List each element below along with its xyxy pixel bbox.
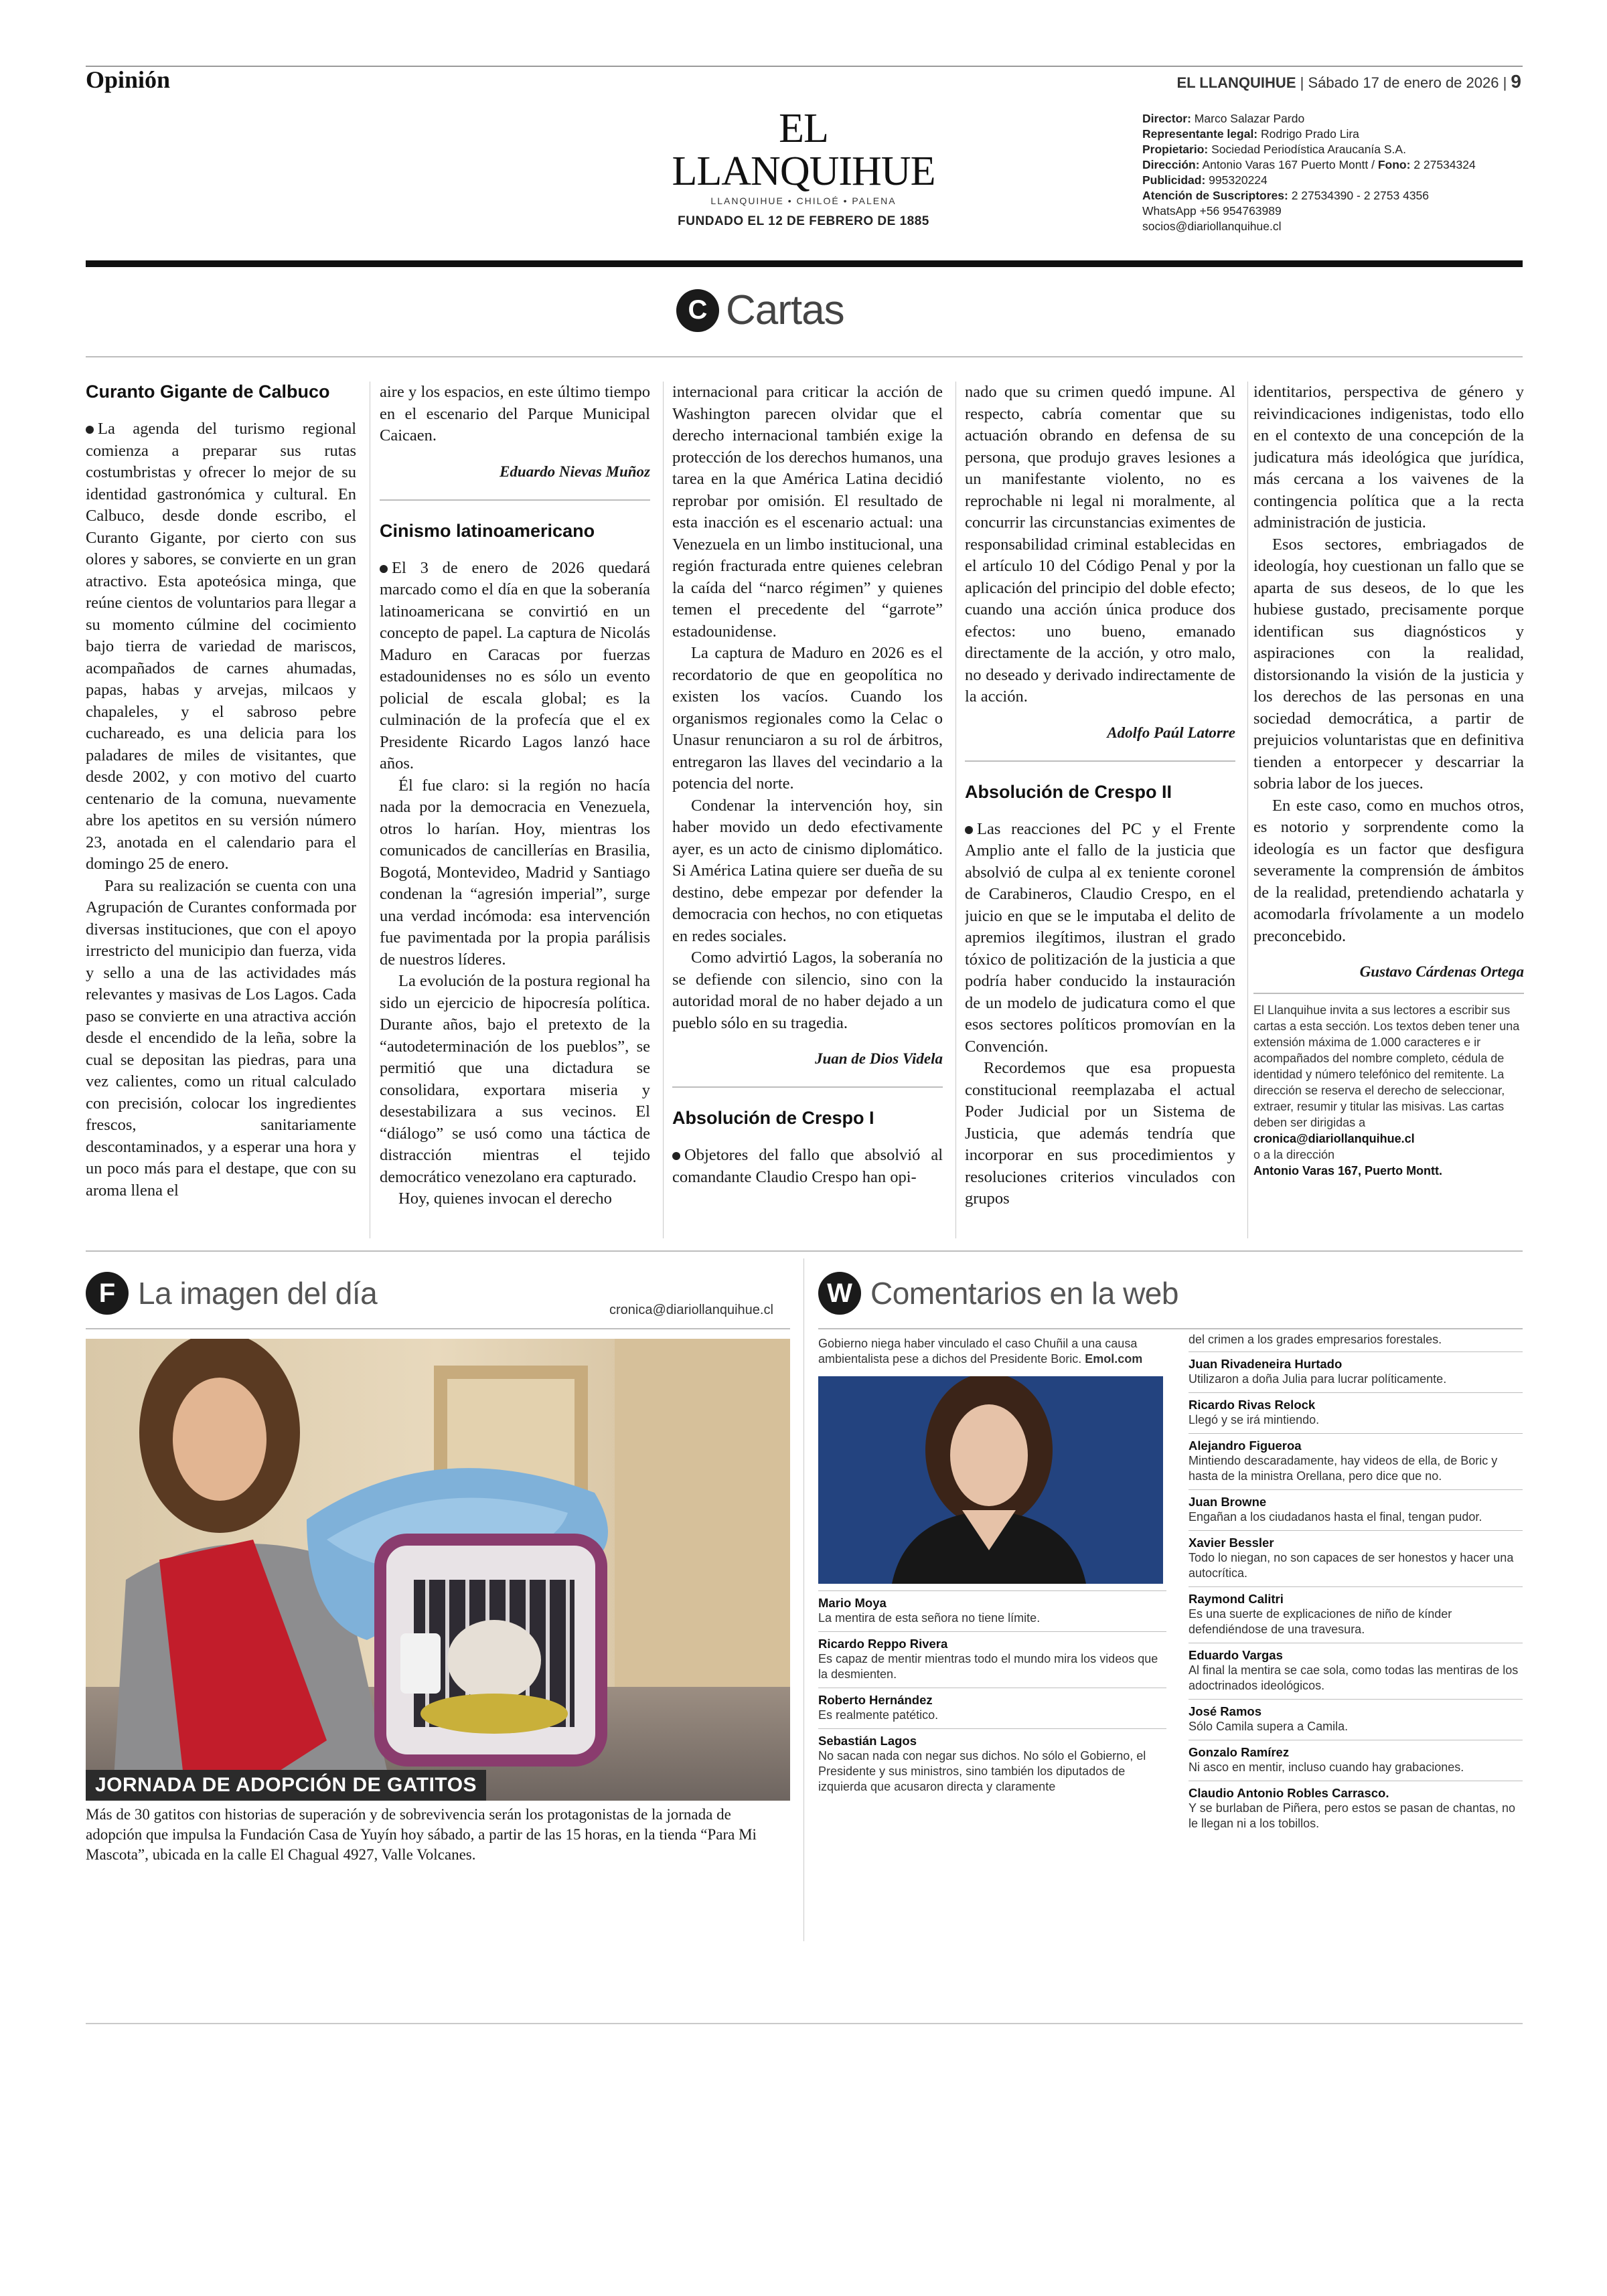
comment-item: [818, 1631, 1166, 1688]
imagen-rule: [86, 1328, 790, 1329]
photo-caption-tag: JORNADA DE ADOPCIÓN DE GATITOS: [86, 1770, 486, 1801]
letter-title-cinismo: Cinismo latinoamericano: [380, 520, 595, 541]
masthead-name: EL LLANQUIHUE: [672, 106, 935, 194]
comment-author: Claudio Antonio Robles Carrasco.: [1189, 1786, 1389, 1800]
staff-advertising: Publicidad: 995320224: [1142, 173, 1268, 187]
letter-separator: [380, 499, 650, 501]
comment-item: [1189, 1433, 1523, 1489]
comentarios-heading: [818, 1272, 1178, 1315]
letter-separator: [965, 760, 1235, 762]
letters-column-3: [672, 382, 943, 1252]
letter-paragraph: Como advirtió Lagos, la soberanía no se defiende con silencio, sino con la autoridad moral de no haber dejado a un pueblo sólo en su tragedia.: [672, 949, 943, 1032]
comment-item: [1189, 1392, 1523, 1433]
column-divider: [1247, 382, 1248, 1238]
letter-paragraph: identitarios, perspectiva de género y reivindicaciones indigenistas, todo ello en el contexto de una concepción de la judicatura más ideológica que jurídica, más cercana a los vaivenes de la contingencia política que a la recta administración de justicia.: [1253, 383, 1524, 531]
letter-paragraph: Para su realización se cuenta con una Agrupación de Curantes conformada por diversas instituciones, que con el apoyo irrestricto del municipio dan fuerza, vida y sello a una de las actividades más relevantes y masivas de Los Lagos. Cada paso se convierte en una atractiva acción desde el encendido de la leña, sobre la cual se depositan las piedras, para una vez calientes, como un ritual calculado con precisión, colocar los ingredientes frescos, sanitariamente descontaminados, y a esperar una hora y un poco más para el destape, que con su aroma llena el: [86, 876, 356, 1200]
comment-text: Todo lo niegan, no son capaces de ser honestos y hacer una autocrítica.: [1189, 1551, 1514, 1580]
masthead-regions: LLANQUIHUE • CHILOÉ • PALENA: [710, 195, 897, 206]
comment-text: Es realmente patético.: [818, 1708, 939, 1722]
cartas-heading: [676, 286, 844, 334]
letter-paragraph: Objetores del fallo que absolvió al comandante Claudio Crespo han opi-: [672, 1146, 943, 1186]
column-divider: [955, 382, 956, 1238]
staff-owner: Propietario: Sociedad Periodística Araucanía S.A.: [1142, 143, 1406, 156]
cartas-badge-icon: C: [676, 289, 719, 332]
comment-author: Raymond Calitri: [1189, 1592, 1284, 1606]
comment-item: [1189, 1586, 1523, 1643]
letters-column-5: [1253, 382, 1524, 1252]
comment-author: Roberto Hernández: [818, 1693, 933, 1707]
top-rule: [86, 66, 1523, 67]
comment-item: [1189, 1351, 1523, 1392]
page-number: 9: [1511, 71, 1521, 92]
comment-author: Gonzalo Ramírez: [1189, 1745, 1290, 1759]
letter-title-crespo-1: Absolución de Crespo I: [672, 1108, 874, 1128]
staff-subscribers: Atención de Suscriptores: 2 27534390 - 2 2753 4356: [1142, 189, 1430, 202]
comment-item: [818, 1728, 1166, 1800]
staff-legal-rep: Representante legal: Rodrigo Prado Lira: [1142, 127, 1359, 141]
comment-author: Ricardo Rivas Relock: [1189, 1398, 1316, 1412]
imagen-del-dia-heading: [86, 1272, 377, 1315]
comment-text: Ni asco en mentir, incluso cuando hay grabaciones.: [1189, 1760, 1464, 1774]
letter-title-crespo-2: Absolución de Crespo II: [965, 781, 1172, 802]
speaker-photo: [818, 1376, 1163, 1584]
staff-email[interactable]: socios@diariollanquihue.cl: [1142, 220, 1282, 233]
comment-text: Sólo Camila supera a Camila.: [1189, 1720, 1349, 1733]
comment-text: Es capaz de mentir mientras todo el mundo mira los videos que la desmienten.: [818, 1652, 1158, 1681]
comment-text: Al final la mentira se cae sola, como todas las mentiras de los adoctrinados ideológicos.: [1189, 1663, 1519, 1692]
speaker-photo-illustration: [818, 1376, 1163, 1584]
section-label: Opinión: [86, 66, 171, 93]
letter-paragraph: Esos sectores, embriagados de ideología, hoy cuestionan un fallo que se aparta de sus deseos, de lo que les hubiese gustado, precisamente porque identifican sus diagnósticos y aspiraciones con la realidad, distorsionando la visión de la justicia y los derechos de las personas en una sociedad democrática, a partir de prejuicios voluntaristas que en definitiva tienden a entorpecer y descarriar la sobria labor de los jueces.: [1253, 535, 1524, 793]
adoption-photo: [86, 1339, 790, 1801]
imagen-del-dia-title: La imagen del día: [138, 1276, 378, 1311]
letter-paragraph: El 3 de enero de 2026 quedará marcado como el día en que la soberanía latinoamericana se convirtió en un concepto de papel. La captura de Nicolás Maduro en Caracas por fuerzas estadounidenses no es sólo un evento policial de escala global; es la culminación de la profecía que el ex Presidente Ricardo Lagos lanzó hace años.: [380, 558, 650, 772]
letter-paragraph: internacional para criticar la acción de Washington parecen olvidar que el derecho internacional también exige la protección de los derechos humanos, una tarea en la que América Latina decidió reprobar por omisión. El resultado de esta inacción es el escenario actual: una Venezuela en un limbo institucional, una región fracturada entre quienes celebran la caída del “narco régimen” y quienes temen el precedente del “garrote” estadounidense.: [672, 383, 943, 641]
comment-text: Mintiendo descaradamente, hay videos de ella, de Boric y hasta de la ministra Orellana, pero dice que no.: [1189, 1454, 1498, 1483]
letter-paragraph: En este caso, como en muchos otros, es notorio y sorprendente como la ideología es un factor que desfigura severamente la comprensión de ámbitos de la realidad, pretendiendo achatarla y acomodarla frívolamente a un modelo preconcebido.: [1253, 796, 1524, 945]
comment-text: La mentira de esta señora no tiene límite.: [818, 1611, 1041, 1625]
comment-author: Alejandro Figueroa: [1189, 1439, 1302, 1453]
comment-item: [1189, 1740, 1523, 1781]
comment-author: Mario Moya: [818, 1596, 887, 1610]
imagen-email[interactable]: cronica@diariollanquihue.cl: [609, 1303, 773, 1317]
comentarios-right-column: [1189, 1332, 1523, 1837]
comment-author: Juan Browne: [1189, 1495, 1267, 1509]
comment-item: [1189, 1530, 1523, 1586]
comment-item: [1189, 1643, 1523, 1699]
comment-text: No sacan nada con negar sus dichos. No sólo el Gobierno, el Presidente y sus ministros, sino también los diputados de izquierda que acusaron directa y claramente: [818, 1749, 1146, 1793]
web-badge-icon: W: [818, 1272, 861, 1315]
comentarios-title: Comentarios en la web: [870, 1276, 1178, 1311]
masthead: [656, 107, 951, 229]
staff-whatsapp: WhatsApp +56 954763989: [1142, 204, 1282, 218]
letter-paragraph: Condenar la intervención hoy, sin haber movido un dedo efectivamente ayer, es un acto de cinismo diplomático. Si América Latina quiere ser dueña de su destino, debe empezar por defender la democracia con hechos, no con etiquetas en redes sociales.: [672, 796, 943, 945]
letters-column-2: [380, 382, 650, 1252]
letter-signature: Juan de Dios Videla: [814, 1050, 943, 1067]
comment-author: Ricardo Reppo Rivera: [818, 1637, 948, 1651]
folio-paper: EL LLANQUIHUE: [1176, 74, 1296, 91]
comment-item: [818, 1688, 1166, 1728]
comment-author: Xavier Bessler: [1189, 1536, 1274, 1550]
bottom-rule: [86, 2023, 1523, 2024]
letter-separator: [672, 1086, 943, 1088]
letter-paragraph: La captura de Maduro en 2026 es el recordatorio de que en geopolítica no existen los vacíos. Cuando los organismos regionales como la Celac o Unasur renunciaron a su rol de árbitros, entregaron las llaves del vecindario a la potencia del norte.: [672, 644, 943, 793]
column-divider: [663, 382, 664, 1238]
bullet-icon: [86, 426, 94, 434]
letter-signature: Eduardo Nievas Muñoz: [500, 463, 650, 480]
letter-paragraph: Él fue claro: si la región no hacía nada por la democracia en Venezuela, otros lo harían. Hoy, mientras los comunicados de cancillerías en Brasilia, Bogotá, Montevideo, Madrid y Santiago condenan la “agresión imperial”, surge una verdad incómoda: esa intervención fue pavimentada por la propia parálisis de nuestros líderes.: [380, 776, 650, 969]
letter-paragraph: nado que su crimen quedó impune. Al respecto, cabría comentar que su actuación obrando en defensa de su persona, que produjo graves lesiones a un manifestante violento, no es reprochable ni legal ni moralmente, al concurrir las circunstancias eximentes de responsabilidad criminal establecidas en el artículo 10 del Código Penal y por la aplicación del principio del doble efecto; cuando una acción única produce dos efectos: uno bueno, emanado directamente de la acción, y otro malo, no deseado y derivado indirectamente de la acción.: [965, 383, 1235, 706]
comment-text: Engañan a los ciudadanos hasta el final, tengan pudor.: [1189, 1510, 1482, 1524]
bullet-icon: [965, 826, 973, 834]
comment-author: José Ramos: [1189, 1704, 1261, 1718]
comment-author: Sebastián Lagos: [818, 1734, 917, 1748]
letter-paragraph: Hoy, quienes invocan el derecho: [398, 1190, 612, 1208]
letter-paragraph: La agenda del turismo regional comienza a preparar sus rutas costumbristas y ofrecer lo mejor de su identidad gastronómica y cultural. En Calbuco, desde donde escribo, el Curanto Gigante, por cierto con sus olores y sabores, se convierte en un gran atractivo. Esta apoteósica minga, que reúne cientos de voluntarios para llegar a su momento cúlmine del cocimiento bajo tierra de variedad de mariscos, acompañados de carnes ahumadas, papas, habas y arvejas, milcaos y chapaleles, y el sabroso pebre cuchareado, es una delicia para los paladares de miles de visitantes, que desde 2002, y con motivo del cuarto centenario de la comuna, nuevamente abre los apetitos en su versión número 23, anotada en el calendario para el domingo 25 de enero.: [86, 420, 356, 873]
letters-column-1: [86, 382, 356, 1252]
letters-column-4: [965, 382, 1235, 1252]
folio-date: | Sábado 17 de enero de 2026 |: [1296, 74, 1511, 91]
comment-author: Eduardo Vargas: [1189, 1648, 1283, 1662]
header-rule: [86, 260, 1523, 267]
staff-box: [1142, 111, 1490, 234]
staff-director: Director: Marco Salazar Pardo: [1142, 112, 1305, 125]
comentarios-rule: [818, 1328, 1523, 1329]
letter-separator: [1253, 993, 1524, 994]
letter-paragraph: Recordemos que esa propuesta constitucional reemplazaba el actual Poder Judicial por un Sistema de Justicia, que además tendría que incorporar en sus procedimientos y resoluciones criterios vinculados con grupos: [965, 1059, 1235, 1208]
comentarios-left-column: [818, 1336, 1166, 1800]
letter-paragraph: aire y los espacios, en este último tiempo en el escenario del Parque Municipal Caicaen.: [380, 383, 650, 444]
adoption-photo-illustration: [86, 1339, 790, 1801]
cartas-title: Cartas: [726, 287, 844, 333]
comment-text: Y se burlaban de Piñera, pero estos se pasan de chantas, no le llegan ni a los tobillos.: [1189, 1801, 1516, 1830]
letter-signature: Gustavo Cárdenas Ortega: [1359, 963, 1524, 980]
cartas-rule: [86, 356, 1523, 357]
comentarios-lead: Gobierno niega haber vinculado el caso Chuñil a una causa ambientalista pese a dichos del Presidente Boric. Emol.com: [818, 1337, 1143, 1366]
letters-policy-note: El Llanquihue invita a sus lectores a escribir sus cartas a esta sección. Los textos deben tener una extensión máxima de 1.000 caracteres e ir acompañados del nombre completo, cédula de identidad y número telefónico del remitente. La dirección se reserva el derecho de seleccionar, extraer, resumir y titular las misivas. Las cartas deben ser dirigidas a cronica@diariollanquihue.cl o a la dirección Antonio Varas 167, Puerto Montt.: [1253, 1003, 1520, 1177]
staff-address: Dirección: Antonio Varas 167 Puerto Montt / Fono: 2 27534324: [1142, 158, 1476, 171]
section-rule: [86, 1250, 1523, 1252]
letter-title-curanto: Curanto Gigante de Calbuco: [86, 382, 330, 402]
comment-text: Utilizaron a doña Julia para lucrar políticamente.: [1189, 1372, 1447, 1386]
bullet-icon: [672, 1152, 680, 1160]
letter-paragraph: Las reacciones del PC y el Frente Amplio ante el fallo de la justicia que absolvió de culpa al ex teniente coronel de Carabineros, Claudio Crespo, en el juicio en que se le imputaba el delito de apremios ilegítimos, ilustran el grado tóxico de politización de la justicia a que podría haber conducido la instauración de un modelo de judicatura como el que esos sectores políticos promovían en la Convención.: [965, 819, 1235, 1056]
comment-text: Es una suerte de explicaciones de niño de kínder defendiéndose de una travesura.: [1189, 1607, 1452, 1636]
comment-item: [1189, 1781, 1523, 1837]
comment-continued-text: del crimen a los grades empresarios forestales.: [1189, 1333, 1442, 1346]
comment-item: [1189, 1489, 1523, 1530]
imagen-badge-icon: F: [86, 1272, 129, 1315]
letter-paragraph: La evolución de la postura regional ha sido un ejercicio de hipocresía política. Durante años, bajo el pretexto de la “autodeterminación de los pueblos”, se permitió que una dictadura se consolidara, exportara miseria y desestabilizara a sus vecinos. El “diálogo” se usó como una táctica de distracción mientras el tejido democrático venezolano era capturado.: [380, 972, 650, 1186]
letter-signature: Adolfo Paúl Latorre: [1107, 724, 1235, 741]
masthead-founded: FUNDADO EL 12 DE FEBRERO DE 1885: [678, 214, 929, 228]
comment-item: [1189, 1699, 1523, 1740]
comment-author: Juan Rivadeneira Hurtado: [1189, 1357, 1343, 1371]
photo-caption: Más de 30 gatitos con historias de superación y de sobrevivencia serán los protagonistas de la jornada de adopción que impulsa la Fundación Casa de Yuyín hoy sábado, a partir de las 15 horas, en la tienda “Para Mi Mascota”, ubicada en la calle El Chagual 4927, Valle Volcanes.: [86, 1806, 757, 1863]
bullet-icon: [380, 565, 388, 573]
letters-email-link[interactable]: cronica@diariollanquihue.cl: [1253, 1132, 1415, 1145]
folio: [1176, 71, 1521, 92]
comment-item: [818, 1590, 1166, 1631]
comment-text: Llegó y se irá mintiendo.: [1189, 1413, 1320, 1426]
